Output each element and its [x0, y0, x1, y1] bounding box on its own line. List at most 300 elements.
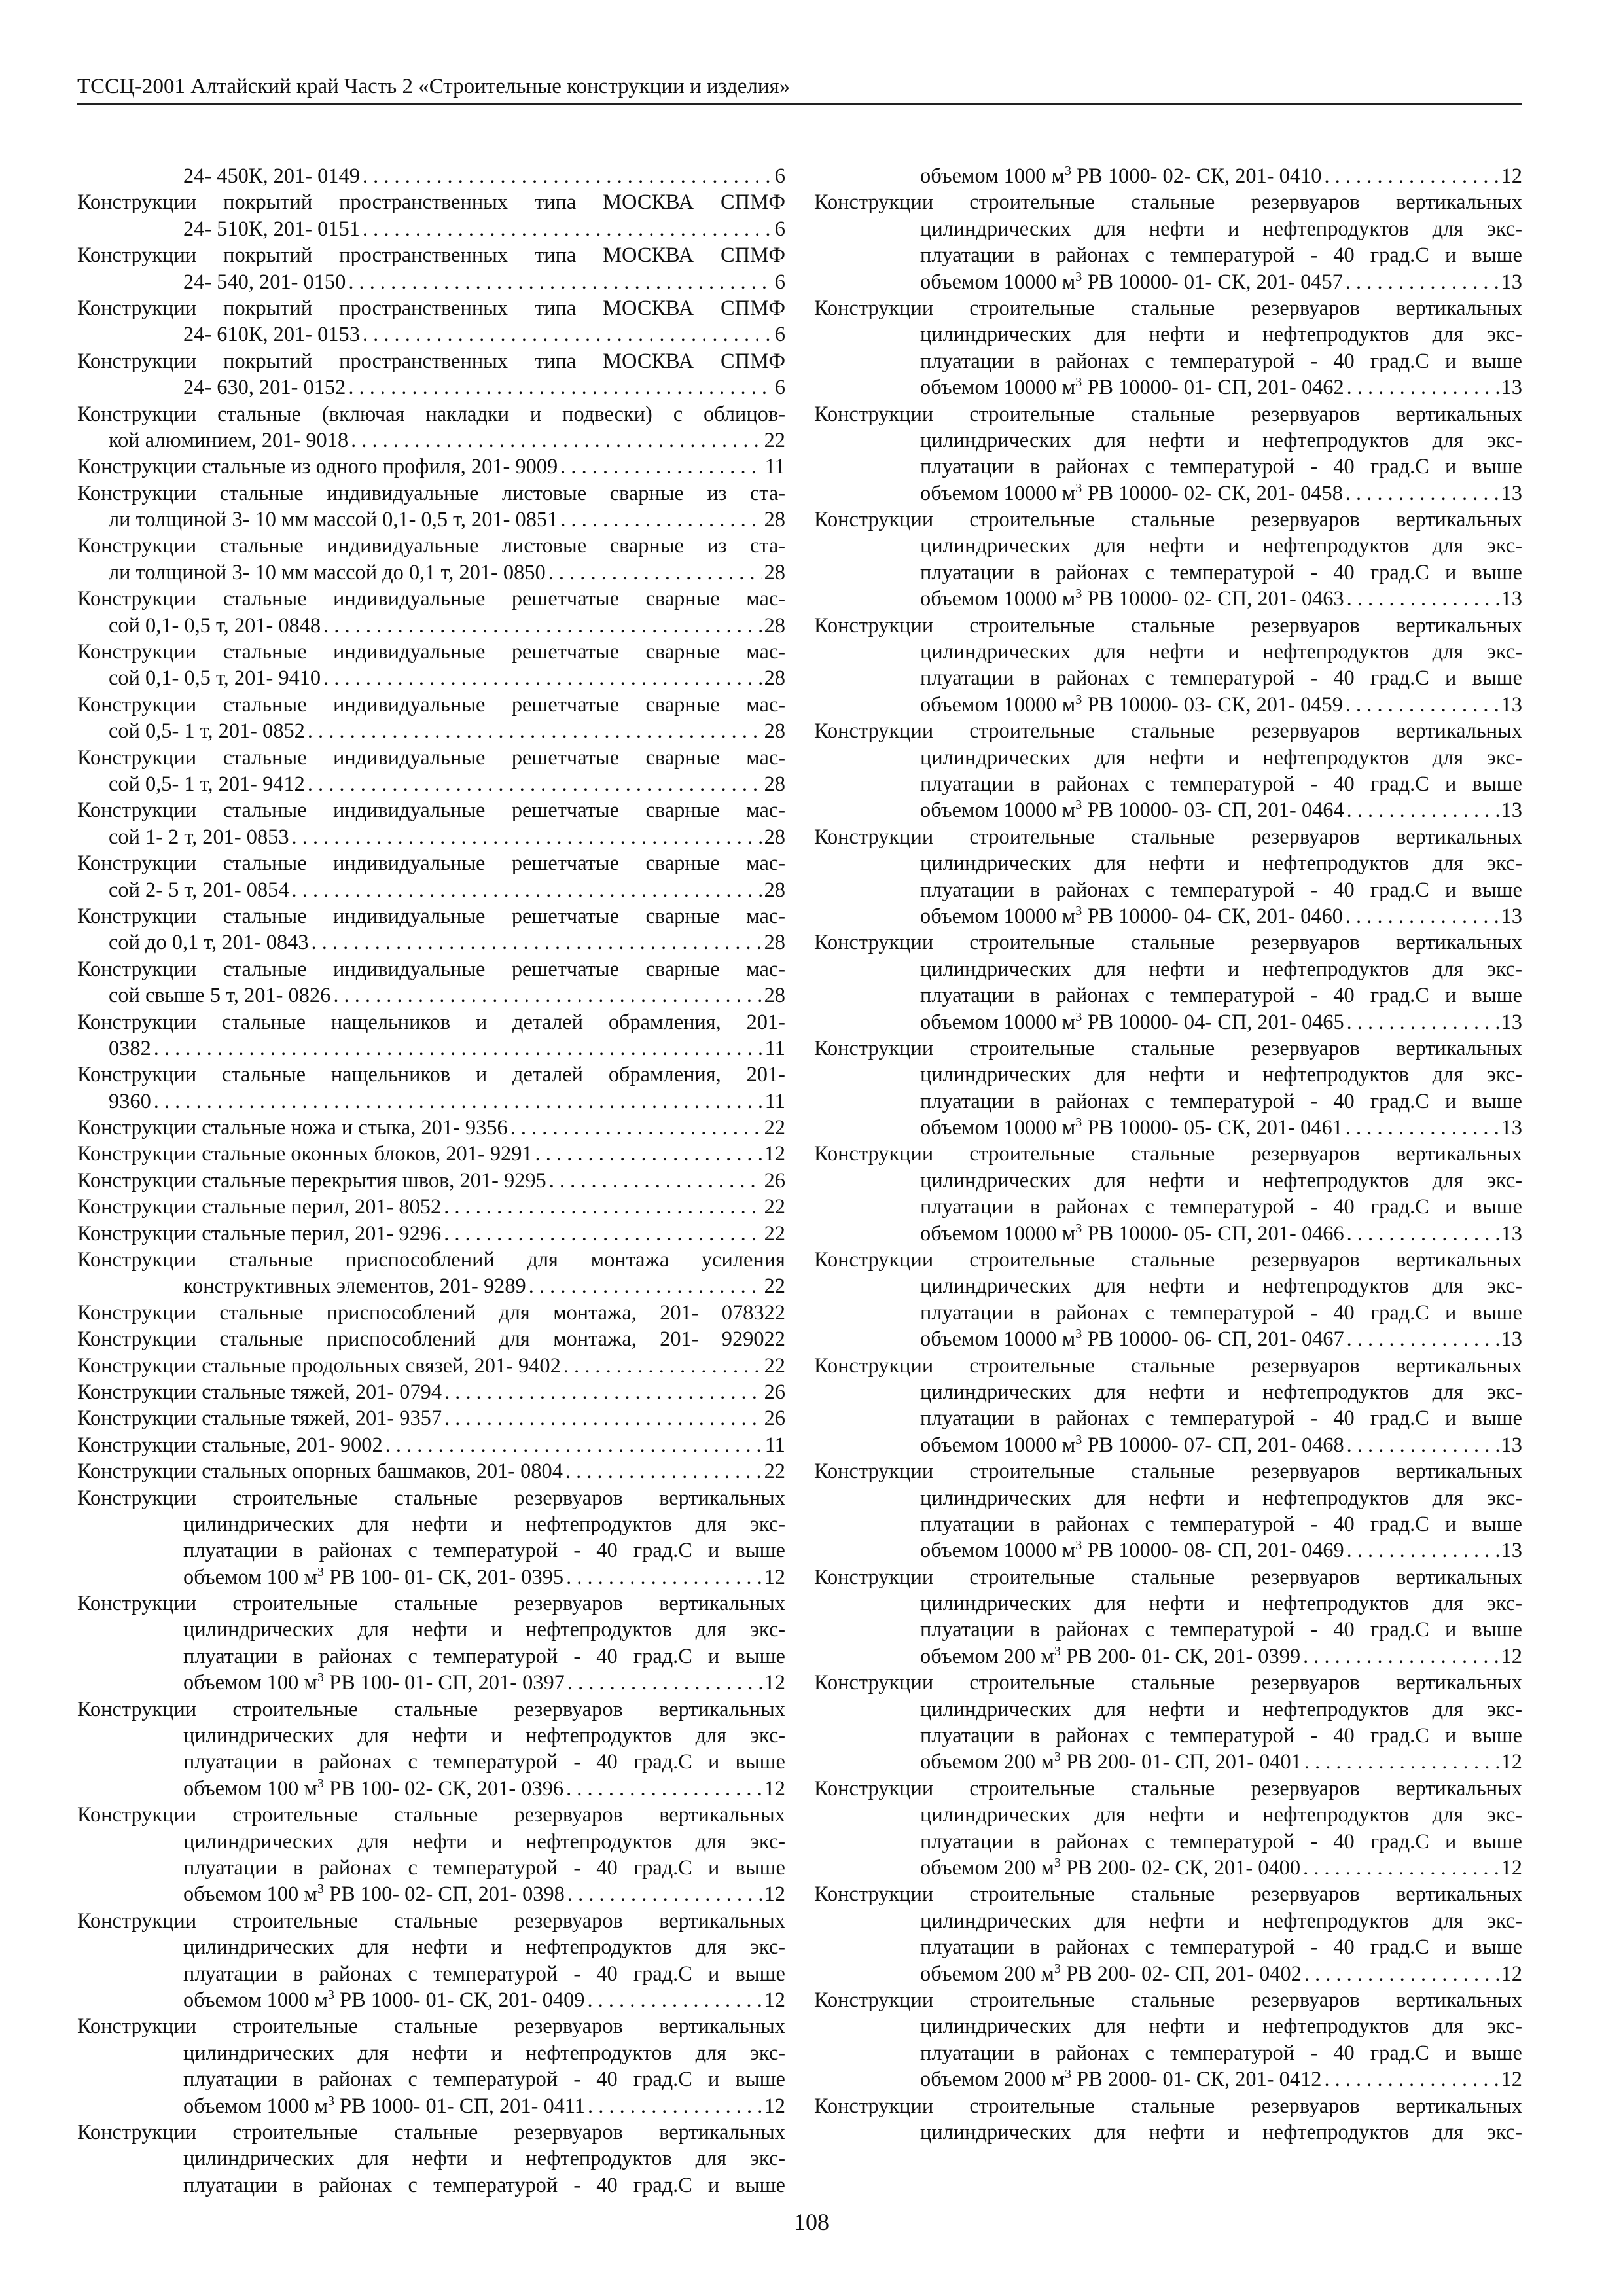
entry-line: плуатации в районах с температурой - 40 град.С и выше [920, 1724, 1522, 1748]
entry-last-line [814, 1537, 1522, 1564]
entry-text: объемом 10000 $м^3$ РВ 10000- 07- СП, 201- 0468 [920, 1432, 1344, 1457]
leader-dots [323, 665, 761, 691]
entry-text: сой 0,1- 0,5 т, 201- 0848 [109, 613, 321, 637]
leader-dots [292, 824, 762, 850]
index-entry [814, 507, 1522, 613]
entry-text: Конструкции стальные перил, 201- 8052 [77, 1195, 442, 1219]
index-entry [77, 1326, 785, 1352]
entry-line: Конструкции строительные стальные резервуаров вертикальных [77, 1803, 785, 1827]
entry-line: Конструкции строительные стальные резервуаров вертикальных [77, 2015, 785, 2039]
entry-page: 13 [1501, 1433, 1522, 1457]
entry-last-line [77, 427, 785, 454]
entry-page: 12 [1501, 1962, 1522, 1986]
entry-line: Конструкции покрытий пространственных типа МОСКВА СПМФ [77, 296, 785, 320]
leader-dots [154, 1035, 762, 1062]
entry-page: 13 [1501, 1116, 1522, 1140]
entry-line: цилиндрических для нефти и нефтепродуктов для экс- [920, 534, 1522, 558]
leader-dots [363, 321, 772, 348]
entry-line: цилиндрических для нефти и нефтепродуктов для экс- [183, 1724, 785, 1748]
entry-line: цилиндрических для нефти и нефтепродуктов для экс- [183, 2147, 785, 2171]
entry-line: Конструкции стальные индивидуальные решетчатые сварные мас- [77, 957, 785, 981]
entry-line: плуатации в районах с температурой - 40 град.С и выше [920, 772, 1522, 796]
index-entry [814, 1247, 1522, 1353]
entry-text: объемом 10000 $м^3$ РВ 10000- 05- СК, 201- 0461 [920, 1115, 1343, 1140]
index-entry [77, 850, 785, 903]
leader-dots [566, 1776, 762, 1802]
entry-line: плуатации в районах с температурой - 40 град.С и выше [920, 1089, 1522, 1113]
leader-dots [588, 2093, 762, 2119]
leader-dots [1347, 1221, 1499, 1247]
leader-dots [560, 454, 762, 480]
entry-line: цилиндрических для нефти и нефтепродуктов для экс- [920, 2015, 1522, 2039]
index-entry [77, 745, 785, 798]
leader-dots [1347, 1009, 1499, 1035]
entry-text: объемом 10000 $м^3$ РВ 10000- 04- СП, 201- 0465 [920, 1009, 1344, 1034]
entry-line: Конструкции стальные приспособлений для монтажа, 201- 929022 [77, 1327, 785, 1352]
entry-line: Конструкции стальные индивидуальные листовые сварные из ста- [77, 481, 785, 505]
entry-text: объемом 200 $м^3$ РВ 200- 02- СП, 201- 0402 [920, 1961, 1302, 1986]
entry-line: плуатации в районах с температурой - 40 град.С и выше [183, 1644, 785, 1668]
index-entry [77, 1485, 785, 1591]
entry-line: Конструкции строительные стальные резервуаров вертикальных [77, 1486, 785, 1510]
leader-dots [1324, 163, 1498, 189]
leader-dots [333, 982, 761, 1009]
entry-line: цилиндрических для нефти и нефтепродуктов для экс- [920, 640, 1522, 664]
index-entry [814, 2093, 1522, 2146]
leader-dots [1347, 586, 1499, 612]
index-entry [77, 454, 785, 480]
index-entry [77, 1009, 785, 1062]
entry-last-line [77, 507, 785, 533]
entry-line: Конструкции строительные стальные резервуаров вертикальных [814, 190, 1522, 215]
entry-line: цилиндрических для нефти и нефтепродуктов для экс- [920, 1168, 1522, 1193]
index-entry [814, 189, 1522, 295]
entry-line: плуатации в районах с температурой - 40 град.С и выше [920, 1512, 1522, 1536]
entry-line: Конструкции стальные приспособлений для монтажа, 201- 078322 [77, 1300, 785, 1325]
index-entry [77, 1194, 785, 1220]
entry-line: цилиндрических для нефти и нефтепродуктов для экс- [920, 1592, 1522, 1616]
entry-line: Конструкции строительные стальные резервуаров вертикальных [814, 1565, 1522, 1589]
entry-line: плуатации в районах с температурой - 40 град.С и выше [920, 984, 1522, 1008]
index-entry [814, 1141, 1522, 1247]
entry-page: 6 [774, 217, 785, 241]
index-entry [814, 718, 1522, 824]
entry-page: 11 [764, 1036, 785, 1060]
index-entry [77, 163, 785, 189]
index-entry [77, 242, 785, 295]
entry-line: Конструкции строительные стальные резервуаров вертикальных [814, 1354, 1522, 1378]
index-entry [77, 956, 785, 1009]
entry-line: Конструкции стальные индивидуальные решетчатые сварные мас- [77, 745, 785, 770]
index-entry [77, 797, 785, 850]
entry-last-line [814, 1432, 1522, 1458]
leader-dots [1324, 2066, 1498, 2092]
entry-line: плуатации в районах с температурой - 40 град.С и выше [920, 455, 1522, 479]
entry-page: 12 [764, 1882, 785, 1907]
entry-last-line [77, 1353, 785, 1379]
entry-text: объемом 10000 $м^3$ РВ 10000- 01- СП, 201- 0462 [920, 375, 1344, 400]
leader-dots [308, 718, 762, 744]
entry-page: 13 [1501, 1539, 1522, 1563]
leader-dots [323, 613, 761, 639]
index-entry [77, 1458, 785, 1484]
index-entry [77, 1247, 785, 1300]
entry-text: сой 0,5- 1 т, 201- 0852 [109, 719, 305, 744]
entry-page: 12 [764, 1142, 785, 1166]
entry-text: 9360 [109, 1089, 151, 1113]
index-entry [77, 639, 785, 692]
entry-last-line [77, 1194, 785, 1220]
index-entry [77, 1432, 785, 1458]
index-entry [77, 1696, 785, 1803]
index-entry [77, 1590, 785, 1696]
leader-dots [567, 1881, 762, 1907]
index-entry [77, 1115, 785, 1141]
entry-text: 24- 610К, 201- 0153 [183, 323, 360, 347]
index-entry [77, 1353, 785, 1379]
entry-text: объемом 10000 $м^3$ РВ 10000- 03- СП, 201- 0464 [920, 798, 1344, 823]
entry-page: 11 [764, 1433, 785, 1457]
entry-line: Конструкции покрытий пространственных типа МОСКВА СПМФ [77, 243, 785, 268]
index-entry [77, 480, 785, 533]
index-entry [814, 163, 1522, 189]
leader-dots [1346, 269, 1499, 295]
entry-page: 12 [1501, 1750, 1522, 1774]
entry-page: 11 [764, 1089, 785, 1113]
entry-line: плуатации в районах с температурой - 40 град.С и выше [183, 2068, 785, 2092]
entry-line: Конструкции стальные приспособлений для монтажа усиления [77, 1248, 785, 1272]
index-entry [77, 1405, 785, 1431]
index-entry [814, 1458, 1522, 1564]
entry-line: Конструкции стальные нащельников и деталей обрамления, 201- [77, 1010, 785, 1034]
entry-line: плуатации в районах с температурой - 40 град.С и выше [920, 243, 1522, 268]
entry-page: 22 [764, 428, 785, 452]
entry-line: Конструкции строительные стальные резервуаров вертикальных [814, 1142, 1522, 1166]
entry-text: ли толщиной 3- 10 мм массой 0,1- 0,5 т, 201- 0851 [109, 508, 558, 532]
entry-text: ли толщиной 3- 10 мм массой до 0,1 т, 201- 0850 [109, 560, 546, 584]
entry-last-line [77, 1168, 785, 1194]
entry-line: цилиндрических для нефти и нефтепродуктов для экс- [920, 1697, 1522, 1721]
entry-last-line [814, 480, 1522, 507]
entry-line: Конструкции строительные стальные резервуаров вертикальных [77, 1592, 785, 1616]
index-entry [77, 348, 785, 401]
entry-line: Конструкции строительные стальные резервуаров вертикальных [814, 719, 1522, 744]
index-entry [814, 295, 1522, 401]
entry-text: объемом 100 $м^3$ РВ 100- 01- СК, 201- 0395 [183, 1564, 564, 1589]
leader-dots [1347, 1432, 1499, 1458]
entry-last-line [77, 1776, 785, 1802]
index-entry [77, 401, 785, 454]
index-entry [814, 1035, 1522, 1141]
index-entry [77, 1300, 785, 1326]
entry-line: Конструкции стальные индивидуальные решетчатые сварные мас- [77, 587, 785, 611]
entry-line: Конструкции строительные стальные резервуаров вертикальных [814, 931, 1522, 955]
entry-line: цилиндрических для нефти и нефтепродуктов для экс- [920, 2120, 1522, 2144]
entry-text: объемом 100 $м^3$ РВ 100- 02- СП, 201- 0398 [183, 1882, 565, 1907]
entry-text: объемом 10000 $м^3$ РВ 10000- 02- СП, 201- 0463 [920, 586, 1344, 611]
entry-text: объемом 100 $м^3$ РВ 100- 02- СК, 201- 0396 [183, 1776, 564, 1801]
entry-page: 12 [1501, 1856, 1522, 1880]
entry-line: Конструкции строительные стальные резервуаров вертикальных [814, 613, 1522, 637]
leader-dots [548, 560, 762, 586]
entry-page: 28 [764, 984, 785, 1008]
entry-last-line [77, 771, 785, 797]
entry-page: 6 [774, 376, 785, 400]
entry-page: 28 [764, 878, 785, 902]
entry-last-line [77, 929, 785, 956]
entry-line: Конструкции строительные стальные резервуаров вертикальных [814, 1460, 1522, 1484]
index-entry [77, 586, 785, 639]
entry-line: цилиндрических для нефти и нефтепродуктов для экс- [183, 1829, 785, 1854]
entry-line: Конструкции стальные индивидуальные решетчатые сварные мас- [77, 852, 785, 876]
index-entry [814, 1670, 1522, 1776]
entry-line: Конструкции стальные индивидуальные решетчатые сварные мас- [77, 692, 785, 717]
entry-line: плуатации в районах с температурой - 40 град.С и выше [183, 1539, 785, 1563]
entry-last-line [77, 560, 785, 586]
entry-page: 12 [1501, 1644, 1522, 1668]
entry-text: 24- 510К, 201- 0151 [183, 217, 360, 241]
entry-text: объемом 200 $м^3$ РВ 200- 01- СП, 201- 0401 [920, 1749, 1302, 1774]
entry-line: плуатации в районах с температурой - 40 град.С и выше [183, 1750, 785, 1774]
index-column-left [77, 163, 785, 2198]
entry-page: 28 [764, 931, 785, 955]
index-entry [814, 824, 1522, 930]
index-entry [77, 189, 785, 242]
leader-dots [348, 374, 772, 401]
entry-line: Конструкции строительные стальные резервуаров вертикальных [814, 825, 1522, 849]
entry-line: Конструкции строительные стальные резервуаров вертикальных [77, 2120, 785, 2144]
entry-page: 13 [1501, 376, 1522, 400]
entry-text: сой 0,1- 0,5 т, 201- 9410 [109, 666, 321, 691]
entry-page: 28 [764, 613, 785, 637]
entry-line: Конструкции строительные стальные резервуаров вертикальных [814, 296, 1522, 320]
index-entry [77, 1168, 785, 1194]
leader-dots [563, 1353, 762, 1379]
entry-last-line [77, 1987, 785, 2013]
entry-line: Конструкции стальные нащельников и деталей обрамления, 201- [77, 1063, 785, 1087]
entry-text: 24- 450К, 201- 0149 [183, 164, 360, 188]
entry-line: плуатации в районах с температурой - 40 град.С и выше [920, 349, 1522, 373]
index-entry [814, 1987, 1522, 2093]
entry-page: 6 [774, 164, 785, 188]
entry-text: Конструкции стальные ножа и стыка, 201- 9356 [77, 1116, 508, 1140]
entry-text: Конструкции стальные, 201- 9002 [77, 1433, 383, 1457]
entry-text: Конструкции стальные оконных блоков, 201- 9291 [77, 1142, 533, 1166]
leader-dots [308, 771, 762, 797]
entry-last-line [814, 2066, 1522, 2092]
entry-line: цилиндрических для нефти и нефтепродуктов для экс- [920, 1909, 1522, 1933]
entry-text: Конструкции стальные из одного профиля, 201- 9009 [77, 455, 558, 479]
entry-page: 28 [764, 825, 785, 849]
entry-text: 0382 [109, 1036, 151, 1060]
entry-line: цилиндрических для нефти и нефтепродуктов для экс- [183, 1512, 785, 1536]
entry-text: объемом 1000 $м^3$ РВ 1000- 02- СК, 201- 0410 [920, 164, 1322, 188]
index-entry [77, 2119, 785, 2198]
leader-dots [444, 1379, 762, 1405]
entry-page: 26 [764, 1407, 785, 1431]
leader-dots [1347, 1537, 1499, 1564]
entry-text: объемом 10000 $м^3$ РВ 10000- 06- СП, 201- 0467 [920, 1327, 1344, 1352]
entry-page: 6 [774, 323, 785, 347]
entry-text: объемом 10000 $м^3$ РВ 10000- 03- СК, 201- 0459 [920, 692, 1343, 717]
entry-text: объемом 10000 $м^3$ РВ 10000- 05- СП, 201- 0466 [920, 1221, 1344, 1246]
entry-line: плуатации в районах с температурой - 40 град.С и выше [920, 1300, 1522, 1325]
entry-last-line [814, 1115, 1522, 1141]
index-entry [77, 1141, 785, 1167]
entry-text: объемом 10000 $м^3$ РВ 10000- 02- СК, 201- 0458 [920, 480, 1343, 505]
index-entry [77, 1379, 785, 1405]
leader-dots [154, 1088, 762, 1115]
leader-dots [549, 1168, 762, 1194]
entry-text: Конструкции стальные тяжей, 201- 0794 [77, 1380, 442, 1404]
index-entry [814, 401, 1522, 507]
entry-page: 12 [1501, 164, 1522, 188]
entry-line: цилиндрических для нефти и нефтепродуктов для экс- [920, 745, 1522, 770]
entry-line: Конструкции строительные стальные резервуаров вертикальных [814, 508, 1522, 532]
index-entry [77, 1221, 785, 1247]
entry-page: 28 [764, 508, 785, 532]
entry-text: объемом 1000 $м^3$ РВ 1000- 01- СК, 201- 0409 [183, 1988, 585, 2012]
entry-line: Конструкции строительные стальные резервуаров вертикальных [77, 1697, 785, 1721]
page-number: 108 [794, 2209, 829, 2235]
leader-dots [1346, 1115, 1499, 1141]
leader-dots [1347, 797, 1499, 823]
leader-dots [351, 427, 761, 454]
entry-last-line [77, 1432, 785, 1458]
leader-dots [444, 1405, 762, 1431]
leader-dots [565, 1458, 762, 1484]
index-entry [814, 1776, 1522, 1882]
entry-line: цилиндрических для нефти и нефтепродуктов для экс- [920, 1063, 1522, 1087]
leader-dots [1304, 1961, 1499, 1987]
entry-page: 13 [1501, 481, 1522, 505]
entry-page: 26 [764, 1168, 785, 1193]
entry-text: Конструкции стальные тяжей, 201- 9357 [77, 1407, 442, 1431]
entry-line: цилиндрических для нефти и нефтепродуктов для экс- [920, 428, 1522, 452]
entry-page: 22 [764, 1195, 785, 1219]
entry-last-line [814, 1961, 1522, 1987]
entry-last-line [77, 1670, 785, 1696]
entry-page: 13 [1501, 1327, 1522, 1352]
entry-last-line [77, 1141, 785, 1167]
entry-text: объемом 2000 $м^3$ РВ 2000- 01- СК, 201- 0412 [920, 2067, 1322, 2092]
entry-last-line [77, 824, 785, 850]
entry-last-line [77, 1088, 785, 1115]
entry-page: 11 [764, 455, 785, 479]
entry-last-line [77, 665, 785, 691]
index-entry [77, 533, 785, 586]
entry-last-line [77, 163, 785, 189]
entry-line: Конструкции стальные индивидуальные листовые сварные из ста- [77, 534, 785, 558]
entry-line: плуатации в районах с температурой - 40 град.С и выше [920, 1618, 1522, 1642]
entry-text: Конструкции стальные продольных связей, 201- 9402 [77, 1354, 561, 1378]
entry-text: сой 0,5- 1 т, 201- 9412 [109, 772, 305, 796]
entry-text: Конструкции стальные перекрытия швов, 201- 9295 [77, 1168, 546, 1193]
entry-page: 28 [764, 719, 785, 744]
entry-page: 22 [764, 1221, 785, 1246]
entry-line: цилиндрических для нефти и нефтепродуктов для экс- [183, 2041, 785, 2065]
leader-dots [348, 269, 772, 295]
entry-last-line [77, 1115, 785, 1141]
entry-text: 24- 630, 201- 0152 [183, 376, 346, 400]
entry-line: Конструкции строительные стальные резервуаров вертикальных [814, 1671, 1522, 1695]
entry-page: 12 [764, 2094, 785, 2118]
entry-text: объемом 10000 $м^3$ РВ 10000- 04- СК, 201- 0460 [920, 904, 1343, 928]
leader-dots [292, 877, 762, 903]
entry-text: объемом 1000 $м^3$ РВ 1000- 01- СП, 201- 0411 [183, 2093, 586, 2118]
leader-dots [1346, 480, 1499, 507]
entry-text: конструктивных элементов, 201- 9289 [183, 1274, 526, 1299]
entry-line: плуатации в районах с температурой - 40 град.С и выше [920, 1407, 1522, 1431]
entry-line: плуатации в районах с температурой - 40 град.С и выше [183, 2173, 785, 2197]
entry-line: плуатации в районах с температурой - 40 град.С и выше [920, 1195, 1522, 1219]
entry-last-line [77, 1035, 785, 1062]
entry-page: 13 [1501, 692, 1522, 717]
entry-page: 26 [764, 1380, 785, 1404]
entry-line: цилиндрических для нефти и нефтепродуктов для экс- [920, 852, 1522, 876]
index-entry [77, 1802, 785, 1908]
entry-line: Конструкции покрытий пространственных типа МОСКВА СПМФ [77, 349, 785, 373]
entry-line: плуатации в районах с температурой - 40 град.С и выше [183, 1962, 785, 1986]
entry-last-line [77, 1273, 785, 1299]
entry-last-line [77, 2093, 785, 2119]
index-entry [814, 1353, 1522, 1459]
leader-dots [1303, 1855, 1499, 1881]
index-entry [77, 1062, 785, 1115]
index-entry [77, 692, 785, 745]
entry-last-line [77, 718, 785, 744]
index-entry [814, 1564, 1522, 1670]
entry-line: Конструкции стальные индивидуальные решетчатые сварные мас- [77, 798, 785, 823]
entry-last-line [814, 1009, 1522, 1035]
index-entry [77, 2013, 785, 2119]
entry-page: 22 [764, 1116, 785, 1140]
entry-last-line [77, 877, 785, 903]
leader-dots [363, 216, 772, 242]
entry-line: Конструкции стальные индивидуальные решетчатые сварные мас- [77, 640, 785, 664]
entry-page: 6 [774, 270, 785, 294]
entry-page: 12 [764, 1565, 785, 1589]
entry-page: 22 [764, 1274, 785, 1299]
entry-last-line [814, 1326, 1522, 1352]
index-entry [814, 929, 1522, 1035]
leader-dots [535, 1141, 762, 1167]
entry-last-line [814, 903, 1522, 929]
index-entry [814, 613, 1522, 719]
entry-last-line [814, 269, 1522, 295]
entry-last-line [814, 1643, 1522, 1670]
entry-line: плуатации в районах с температурой - 40 град.С и выше [920, 2041, 1522, 2065]
leader-dots [560, 507, 761, 533]
entry-line: Конструкции строительные стальные резервуаров вертикальных [814, 402, 1522, 426]
entry-text: объемом 200 $м^3$ РВ 200- 02- СК, 201- 0400 [920, 1856, 1301, 1880]
entry-text: объемом 10000 $м^3$ РВ 10000- 01- СК, 201- 0457 [920, 269, 1343, 294]
entry-page: 13 [1501, 1221, 1522, 1246]
leader-dots [529, 1273, 762, 1299]
entry-last-line [77, 1881, 785, 1907]
entry-last-line [814, 797, 1522, 823]
entry-last-line [77, 269, 785, 295]
leader-dots [1347, 1326, 1499, 1352]
entry-line: плуатации в районах с температурой - 40 град.С и выше [920, 1829, 1522, 1854]
entry-line: Конструкции строительные стальные резервуаров вертикальных [814, 1882, 1522, 1907]
entry-last-line [77, 321, 785, 348]
entry-last-line [77, 1221, 785, 1247]
entry-page: 22 [764, 1354, 785, 1378]
leader-dots [1304, 1749, 1499, 1775]
entry-line: цилиндрических для нефти и нефтепродуктов для экс- [183, 1618, 785, 1642]
entry-last-line [77, 1458, 785, 1484]
